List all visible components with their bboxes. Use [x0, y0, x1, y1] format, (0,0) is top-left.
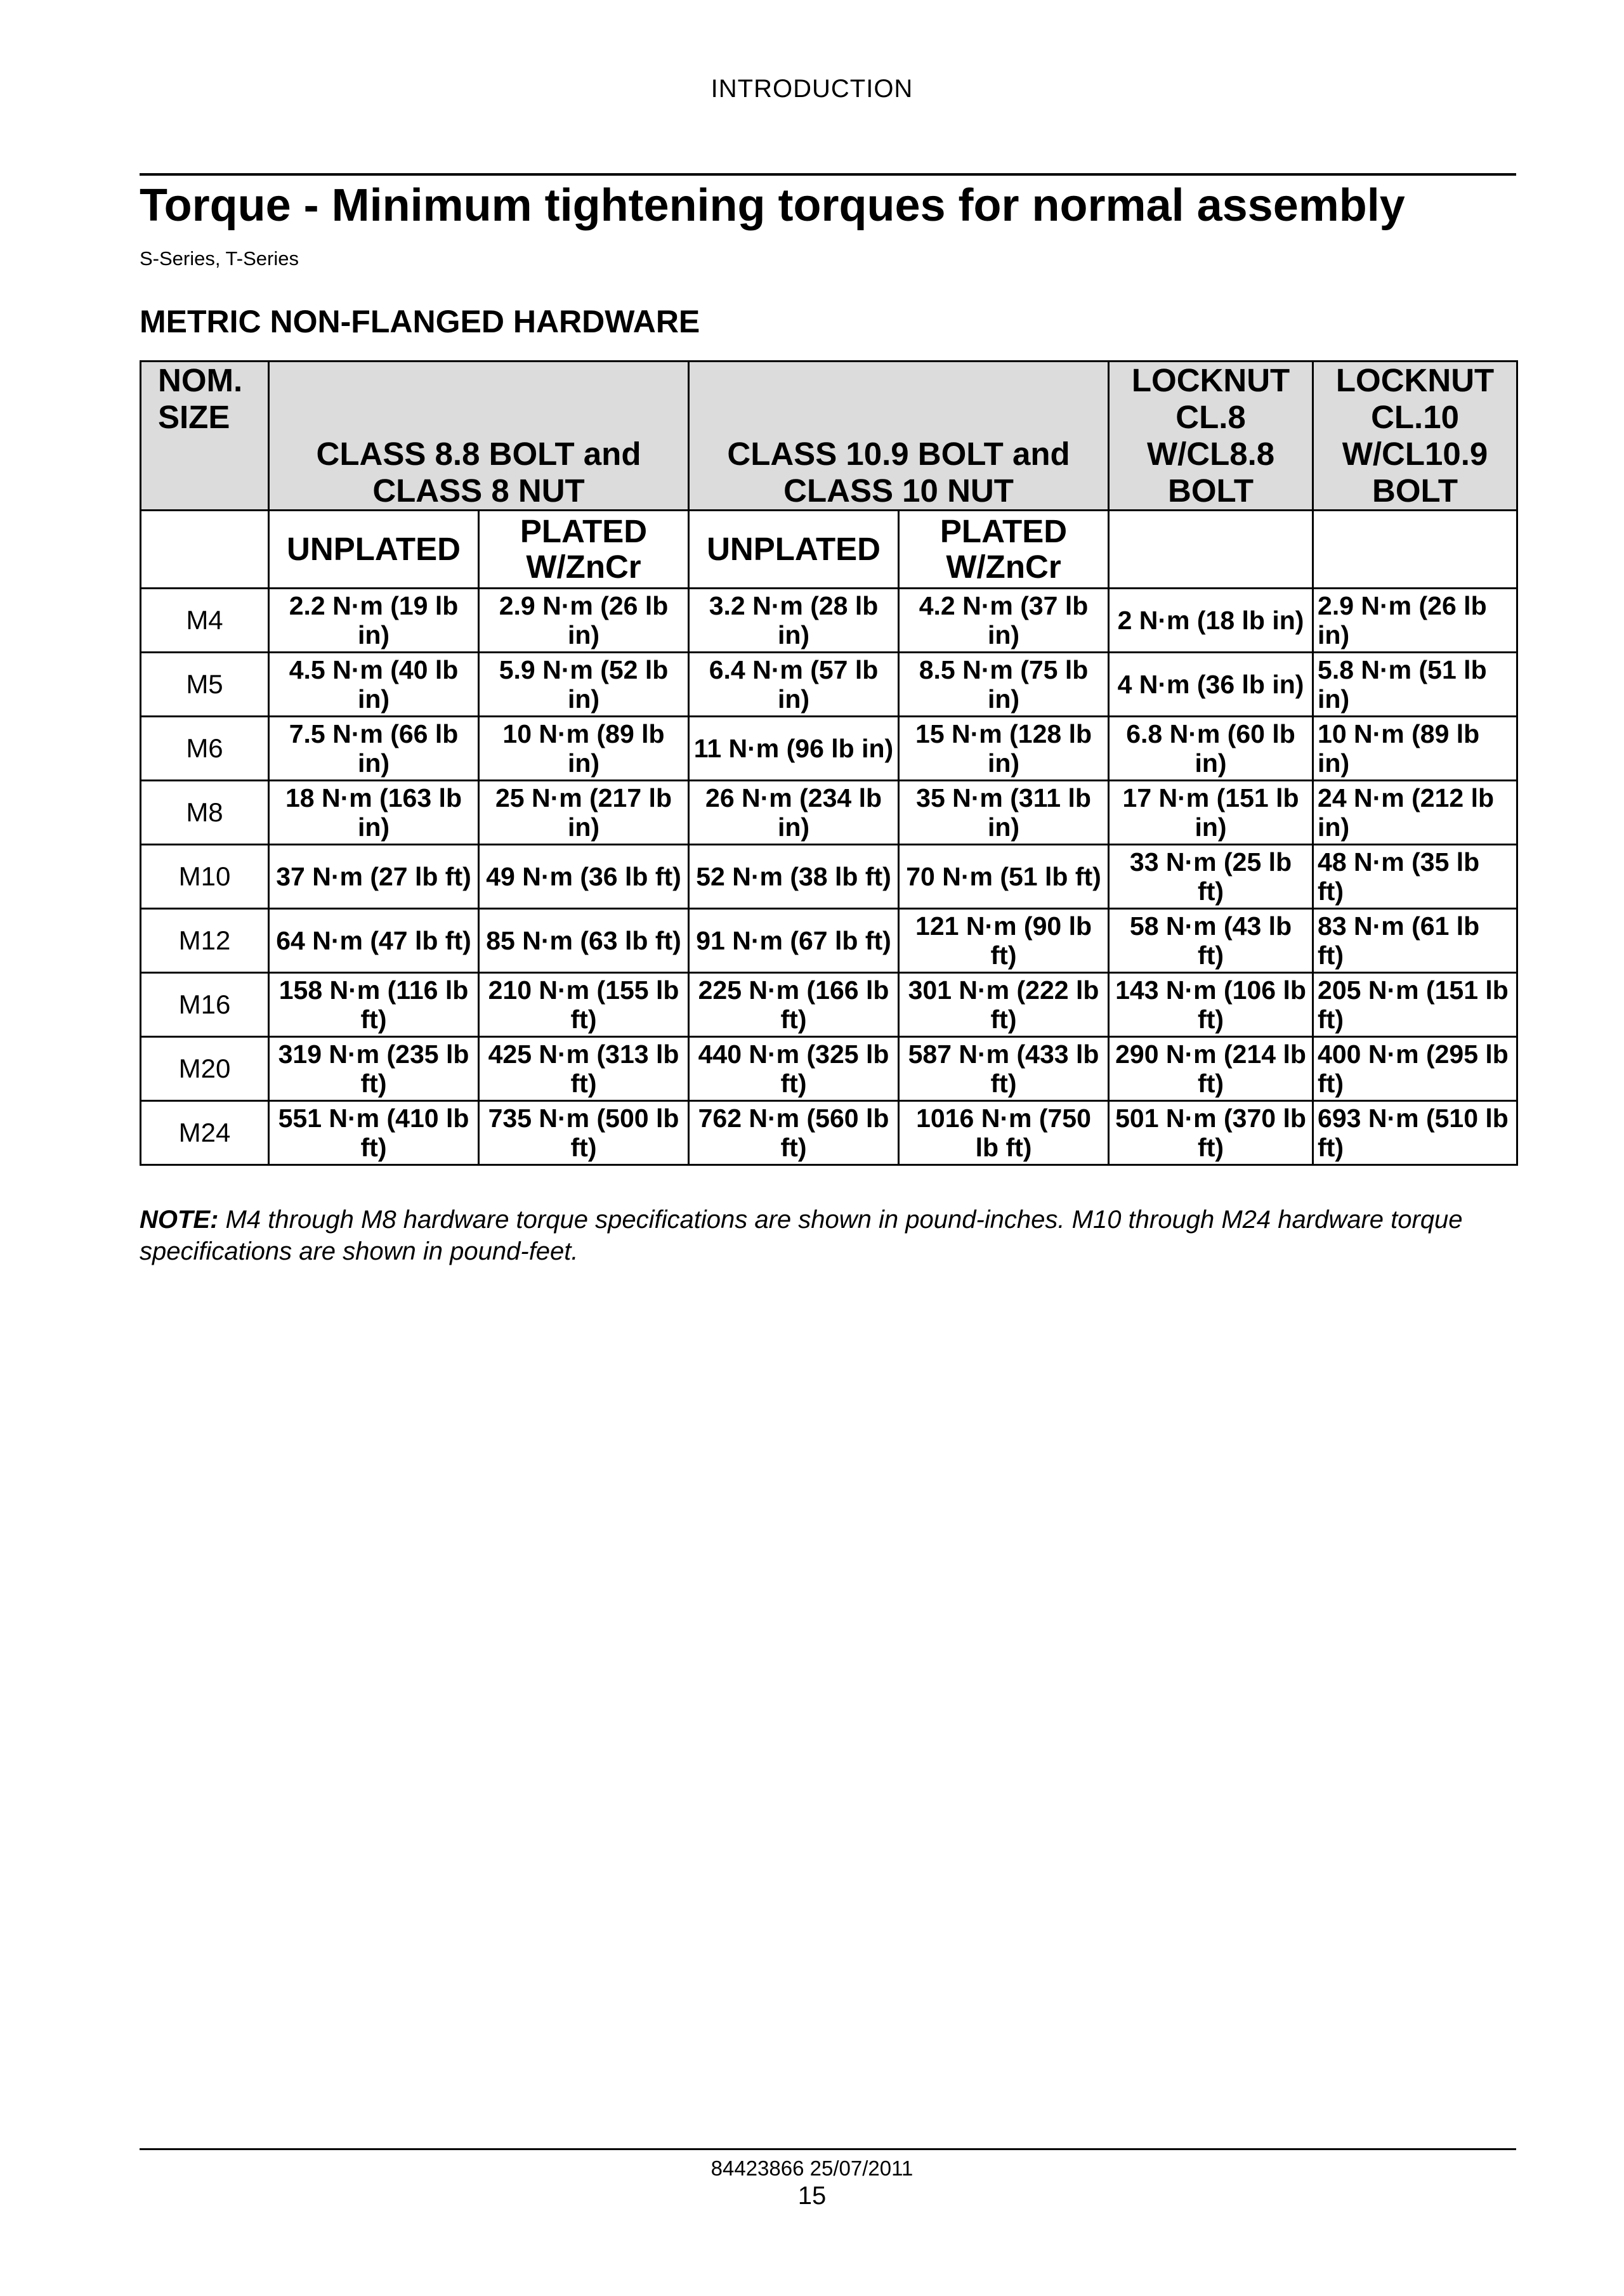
note-label: NOTE: [140, 1206, 219, 1234]
cell-value: 425 N·m (313 lb ft) [479, 1037, 689, 1101]
table-row [141, 909, 1517, 973]
cell-value: 2 N·m (18 lb in) [1109, 589, 1313, 653]
cell-value: 33 N·m (25 lb ft) [1109, 845, 1313, 909]
cell-value: 121 N·m (90 lb ft) [899, 909, 1109, 973]
cell-nom-size: M6 [141, 717, 269, 781]
table-row [141, 781, 1517, 845]
subheader-empty [1109, 511, 1313, 589]
cell-value: 3.2 N·m (28 lb in) [689, 589, 899, 653]
cell-value: 52 N·m (38 lb ft) [689, 845, 899, 909]
subheader-plated: PLATED W/ZnCr [479, 511, 689, 589]
header-class-8-8: CLASS 8.8 BOLT and CLASS 8 NUT [269, 362, 689, 511]
cell-value: 58 N·m (43 lb ft) [1109, 909, 1313, 973]
cell-value: 83 N·m (61 lb ft) [1313, 909, 1517, 973]
cell-value: 5.9 N·m (52 lb in) [479, 653, 689, 717]
cell-value: 91 N·m (67 lb ft) [689, 909, 899, 973]
note-paragraph [140, 1204, 1516, 1267]
table-row [141, 653, 1517, 717]
cell-value: 37 N·m (27 lb ft) [269, 845, 479, 909]
header-locknut-cl8: LOCKNUT CL.8 W/CL8.8 BOLT [1109, 362, 1313, 511]
note-text: M4 through M8 hardware torque specifications are shown in pound-inches. M10 through M24 hardware torque specifications are shown in pound-feet. [140, 1206, 1463, 1265]
cell-value: 11 N·m (96 lb in) [689, 717, 899, 781]
table-row [141, 845, 1517, 909]
cell-value: 8.5 N·m (75 lb in) [899, 653, 1109, 717]
cell-value: 7.5 N·m (66 lb in) [269, 717, 479, 781]
subheader-empty [1313, 511, 1517, 589]
table-row [141, 717, 1517, 781]
table-row [141, 1037, 1517, 1101]
cell-value: 440 N·m (325 lb ft) [689, 1037, 899, 1101]
subheader-unplated: UNPLATED [269, 511, 479, 589]
cell-value: 2.9 N·m (26 lb in) [479, 589, 689, 653]
cell-nom-size: M4 [141, 589, 269, 653]
cell-value: 4.2 N·m (37 lb in) [899, 589, 1109, 653]
cell-value: 25 N·m (217 lb in) [479, 781, 689, 845]
cell-value: 5.8 N·m (51 lb in) [1313, 653, 1517, 717]
header-rule [140, 173, 1516, 176]
cell-value: 4.5 N·m (40 lb in) [269, 653, 479, 717]
cell-value: 210 N·m (155 lb ft) [479, 973, 689, 1037]
cell-nom-size: M8 [141, 781, 269, 845]
section-label: INTRODUCTION [710, 75, 914, 103]
table-row [141, 973, 1517, 1037]
cell-value: 225 N·m (166 lb ft) [689, 973, 899, 1037]
cell-value: 735 N·m (500 lb ft) [479, 1101, 689, 1165]
page-title: Torque - Minimum tightening torques for normal assembly [140, 180, 1405, 231]
page-subtitle: S-Series, T-Series [140, 247, 299, 270]
cell-value: 35 N·m (311 lb in) [899, 781, 1109, 845]
subheader-plated: PLATED W/ZnCr [899, 511, 1109, 589]
cell-value: 6.8 N·m (60 lb in) [1109, 717, 1313, 781]
cell-value: 6.4 N·m (57 lb in) [689, 653, 899, 717]
header-locknut-cl10: LOCKNUT CL.10 W/CL10.9 BOLT [1313, 362, 1517, 511]
cell-nom-size: M12 [141, 909, 269, 973]
cell-value: 10 N·m (89 lb in) [479, 717, 689, 781]
cell-value: 501 N·m (370 lb ft) [1109, 1101, 1313, 1165]
cell-nom-size: M5 [141, 653, 269, 717]
cell-value: 143 N·m (106 lb ft) [1109, 973, 1313, 1037]
cell-value: 693 N·m (510 lb ft) [1313, 1101, 1517, 1165]
cell-value: 2.2 N·m (19 lb in) [269, 589, 479, 653]
cell-value: 17 N·m (151 lb in) [1109, 781, 1313, 845]
cell-value: 24 N·m (212 lb in) [1313, 781, 1517, 845]
footer-rule [140, 2148, 1516, 2150]
cell-value: 49 N·m (36 lb ft) [479, 845, 689, 909]
cell-value: 158 N·m (116 lb ft) [269, 973, 479, 1037]
cell-value: 587 N·m (433 lb ft) [899, 1037, 1109, 1101]
cell-value: 15 N·m (128 lb in) [899, 717, 1109, 781]
cell-value: 551 N·m (410 lb ft) [269, 1101, 479, 1165]
cell-value: 2.9 N·m (26 lb in) [1313, 589, 1517, 653]
cell-value: 762 N·m (560 lb ft) [689, 1101, 899, 1165]
header-class-10-9: CLASS 10.9 BOLT and CLASS 10 NUT [689, 362, 1109, 511]
subheader-empty [141, 511, 269, 589]
cell-value: 26 N·m (234 lb in) [689, 781, 899, 845]
cell-value: 1016 N·m (750 lb ft) [899, 1101, 1109, 1165]
cell-nom-size: M24 [141, 1101, 269, 1165]
header-nom-size: NOM. SIZE [141, 362, 269, 511]
cell-value: 4 N·m (36 lb in) [1109, 653, 1313, 717]
cell-value: 301 N·m (222 lb ft) [899, 973, 1109, 1037]
table-row [141, 589, 1517, 653]
table-subheader-row [141, 511, 1517, 589]
cell-value: 290 N·m (214 lb ft) [1109, 1037, 1313, 1101]
table-row [141, 1101, 1517, 1165]
table-header-row [141, 362, 1517, 511]
cell-nom-size: M16 [141, 973, 269, 1037]
cell-nom-size: M20 [141, 1037, 269, 1101]
cell-value: 70 N·m (51 lb ft) [899, 845, 1109, 909]
cell-value: 400 N·m (295 lb ft) [1313, 1037, 1517, 1101]
subheader-unplated: UNPLATED [689, 511, 899, 589]
cell-value: 64 N·m (47 lb ft) [269, 909, 479, 973]
cell-nom-size: M10 [141, 845, 269, 909]
document-code: 84423866 25/07/2011 [710, 2156, 914, 2180]
cell-value: 205 N·m (151 lb ft) [1313, 973, 1517, 1037]
torque-table [140, 360, 1518, 1166]
cell-value: 18 N·m (163 lb in) [269, 781, 479, 845]
cell-value: 48 N·m (35 lb ft) [1313, 845, 1517, 909]
cell-value: 85 N·m (63 lb ft) [479, 909, 689, 973]
page-number: 15 [797, 2182, 827, 2210]
section-heading: METRIC NON-FLANGED HARDWARE [140, 304, 700, 339]
cell-value: 319 N·m (235 lb ft) [269, 1037, 479, 1101]
cell-value: 10 N·m (89 lb in) [1313, 717, 1517, 781]
